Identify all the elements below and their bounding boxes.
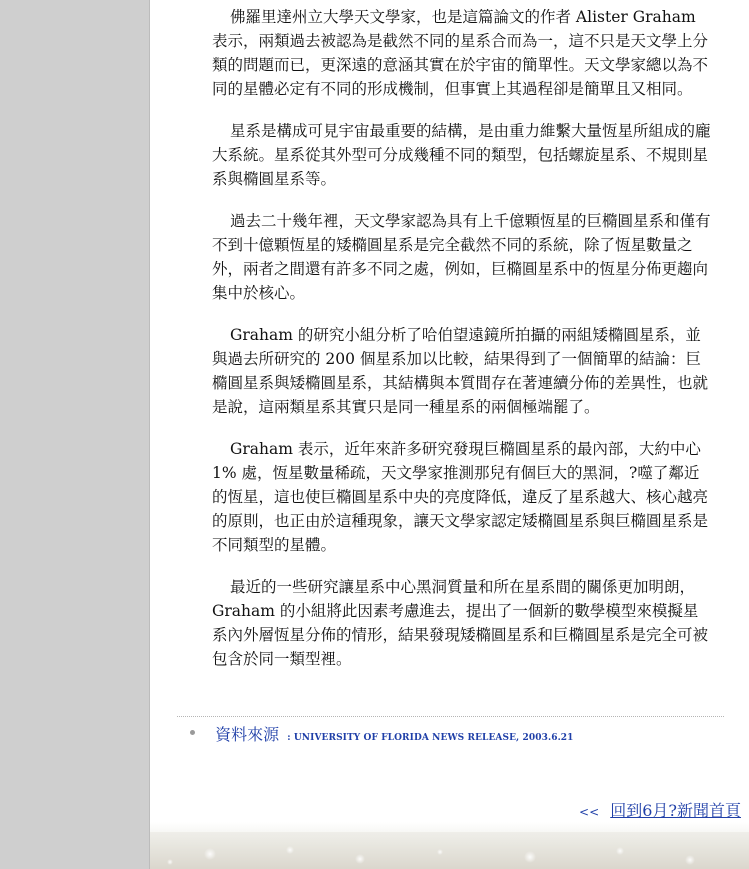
source-label: 資料來源 xyxy=(215,725,280,744)
source-text: : UNIVERSITY OF FLORIDA NEWS RELEASE, 2003.6.21 xyxy=(287,733,574,743)
bullet-icon xyxy=(190,730,195,735)
article-paragraph-2: 星系是構成可見宇宙最重要的結構，是由重力維繫大量恆星所組成的龐大系統。星系從其外型可分成幾種不同的類型，包括螺旋星系、不規則星系與橢圓星系等。 xyxy=(212,122,711,188)
left-sidebar-panel xyxy=(0,0,149,869)
content-area xyxy=(150,0,749,869)
article-paragraph-4: Graham 的研究小組分析了哈伯望遠鏡所拍攝的兩組矮橢圓星系，並與過去所研究的 200 個星系加以比較，結果得到了一個簡單的結論：巨橢圓星系與矮橢圓星系，其結構與本質間存在著連續分佈的差異性，也就是說，這兩類星系其實只是同一種星系的兩個極端罷了。 xyxy=(212,326,709,416)
article-paragraph-1: 佛羅里達州立大學天文學家，也是這篇論文的作者 Alister Graham 表示，兩類過去被認為是截然不同的星系合而為一，這不只是天文學上分類的問題而已，更深遠的意涵其實在於宇宙的簡單性。天文學家總以為不同的星體必定有不同的形成機制，但事實上其過程卻是簡單且又相同。 xyxy=(212,8,709,98)
double-chevron-left-icon: << xyxy=(579,805,600,819)
back-to-news-home-link[interactable]: 回到6月?新聞首頁 xyxy=(610,801,741,820)
article-paragraph-5: Graham 表示，近年來許多研究發現巨橢圓星系的最內部，大約中心 1% 處，恆星數量稀疏，天文學家推測那兒有個巨大的黑洞，?噬了鄰近的恆星，這也使巨橢圓星系中央的亮度降低，違反了星系越大、核心越亮的原則，也正由於這種現象，讓天文學家認定矮橢圓星系與巨橢圓星系是不同類型的星體。 xyxy=(212,440,709,554)
article-paragraph-3: 過去二十幾年裡，天文學家認為具有上千億顆恆星的巨橢圓星系和僅有不到十億顆恆星的矮橢圓星系是完全截然不同的系統，除了恆星數量之外，兩者之間還有許多不同之處，例如，巨橢圓星系中的恆星分佈更趨向集中於核心。 xyxy=(212,212,711,302)
article-body xyxy=(212,5,712,689)
bottom-texture-image xyxy=(150,832,749,869)
source-divider xyxy=(177,716,724,717)
article-paragraph-6: 最近的一些研究讓星系中心黑洞質量和所在星系間的關係更加明朗，Graham 的小組將此因素考慮進去，提出了一個新的數學模型來模擬星系內外層恆星分佈的情形，結果發現矮橢圓星系和巨橢圓星系是完全可被包含於同一類型裡。 xyxy=(212,578,709,668)
back-navigation xyxy=(579,798,741,821)
source-line xyxy=(190,722,574,746)
